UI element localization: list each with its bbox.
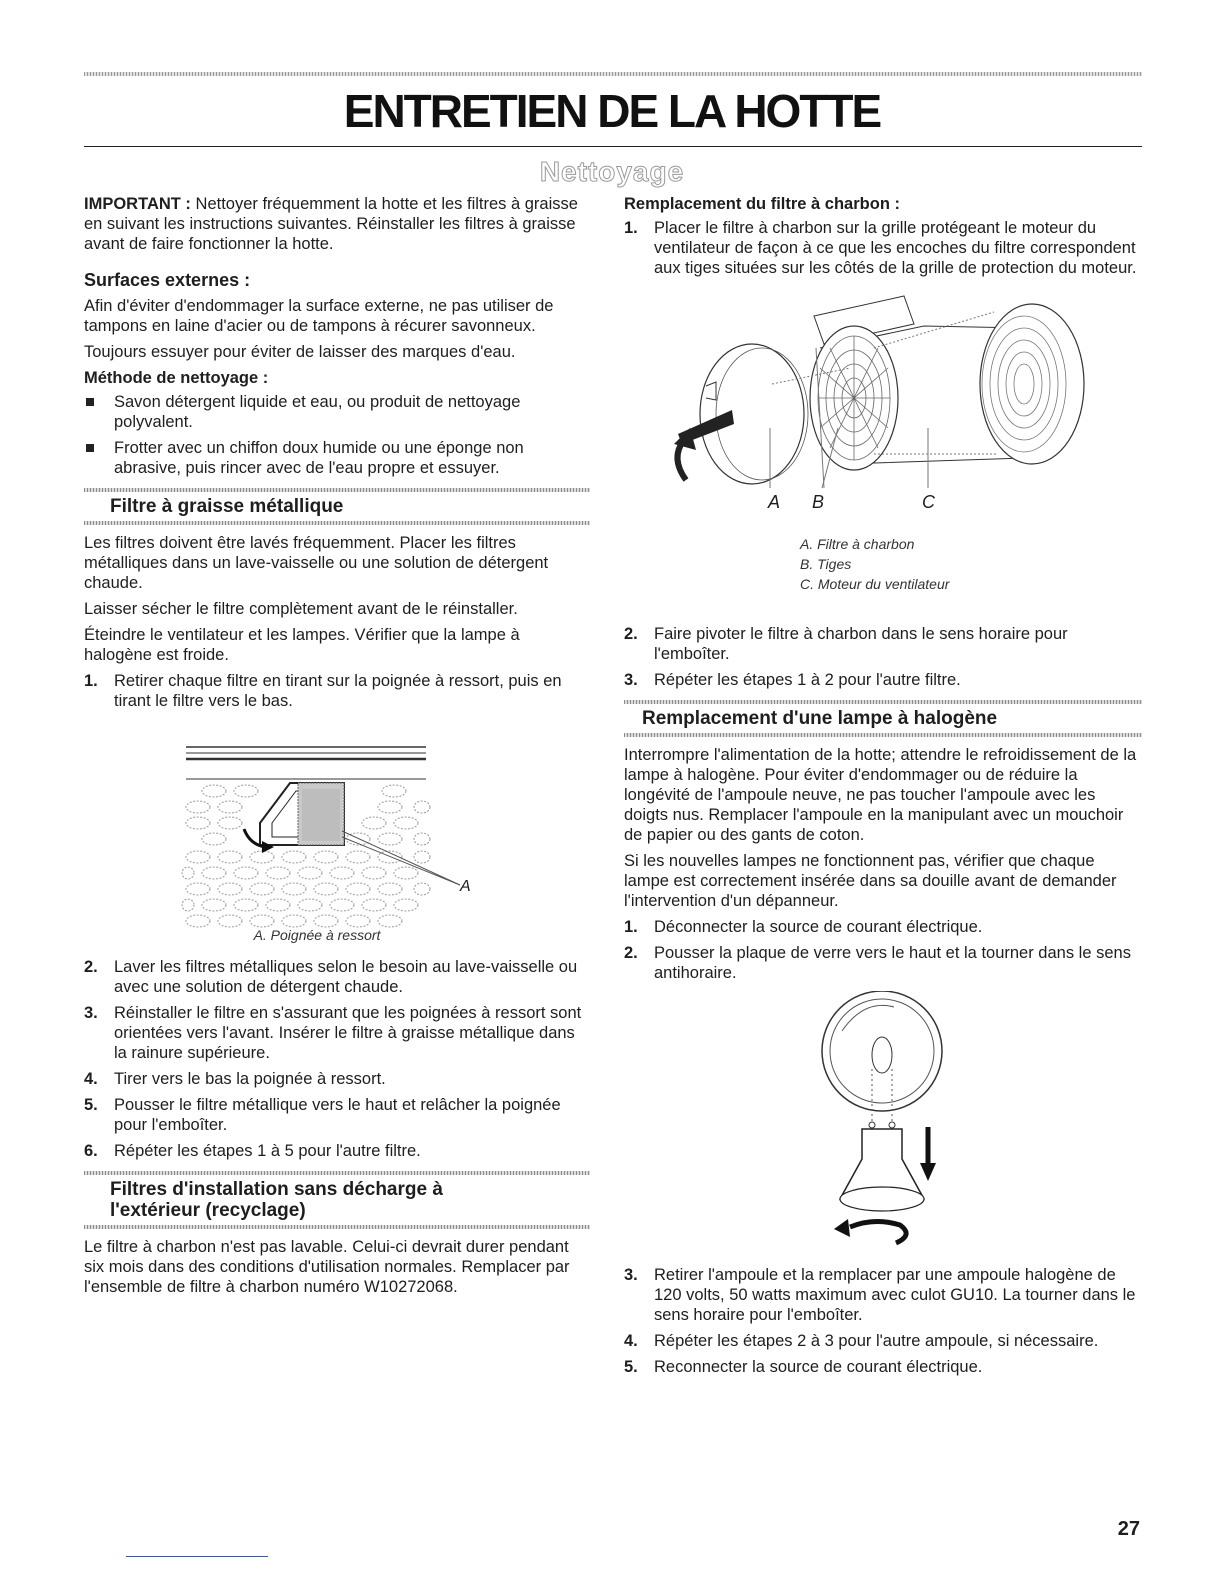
section-subtitle: Nettoyage [539,156,685,187]
section-rule-top [84,488,590,492]
step-number: 5. [624,1358,638,1376]
methode-heading: Méthode de nettoyage : [84,369,269,387]
step-item [84,1095,590,1135]
caption-c: C. Moteur du ventilateur [800,576,950,592]
step-item [624,1265,1142,1325]
step-number: 2. [84,958,98,976]
step-number: 5. [84,1096,98,1114]
charcoal-filter-figure [624,288,1142,624]
lampe-section-header [624,700,1142,735]
step-text: Répéter les étapes 2 à 3 pour l'autre ampoule, si nécessaire. [654,1332,1099,1350]
step-text: Placer le filtre à charbon sur la grille protégeant le moteur du ventilateur de façon à ce que les encoches du filtre correspondent aux tiges situées sur les côtés de la grille de protection du moteur. [654,219,1137,277]
lampe-heading: Remplacement d'une lampe à halogène [642,708,998,729]
figure-label-a: A [768,492,781,512]
figure-label-a: A [460,878,471,895]
step-text: Répéter les étapes 1 à 2 pour l'autre filtre. [654,671,961,689]
caption-a: A. Filtre à charbon [800,536,915,552]
charbon-steps-list [624,624,1142,690]
step-text: Déconnecter la source de courant électrique. [654,918,983,936]
bullet-square-icon [86,398,94,406]
lampe-paragraph-2: Si les nouvelles lampes ne fonctionnent pas, vérifier que chaque lampe est correctement insérée dans sa douille avant de demander l'intervention d'un dépanneur. [624,852,1117,910]
lampe-paragraph-1: Interrompre l'alimentation de la hotte; attendre le refroidissement de la lampe à halogène. Pour éviter d'endommager ou de réduire la longévité de l'ampoule neuve, ne pas toucher l'ampoule avec les doigts nus. Remplacer l'ampoule en la manipulant avec un mouchoir de papier ou des gants de coton. [624,746,1137,844]
filtre-paragraph-3: Éteindre le ventilateur et les lampes. Vérifier que la lampe à halogène est froide. [84,626,520,664]
step-text: Retirer l'ampoule et la remplacer par une ampoule halogène de 120 volts, 50 watts maximum avec culot GU10. La tourner dans le sens horaire pour l'emboîter. [654,1266,1136,1324]
step-text: Reconnecter la source de courant électrique. [654,1358,983,1376]
step-number: 3. [624,1266,638,1284]
caption-b: B. Tiges [800,556,852,572]
step-number: 4. [624,1332,638,1350]
bullet-text: Frotter avec un chiffon doux humide ou une éponge non abrasive, puis rincer avec de l'eau propre et essuyer. [114,439,524,477]
bullet-item [84,392,590,432]
important-text: Nettoyer fréquemment la hotte et les filtres à graisse en suivant les instructions suivantes. Réinstaller les filtres à graisse avant de faire fonctionner la hotte. [84,195,578,253]
step-text: Laver les filtres métalliques selon le besoin au lave-vaisselle ou avec une solution de détergent chaude. [114,958,578,996]
filtre-heading: Filtre à graisse métallique [110,496,344,517]
step-item [624,943,1142,983]
page-title: ENTRETIEN DE LA HOTTE [343,85,881,137]
step-text: Retirer chaque filtre en tirant sur la poignée à ressort, puis en tirant le filtre vers le bas. [114,672,562,710]
filtre-paragraph-2: Laisser sécher le filtre complètement avant de le réinstaller. [84,600,518,618]
filtre-step-1-list [84,671,590,711]
step-item [624,218,1142,278]
step-item [84,957,590,997]
grease-filter-illustration [84,719,590,945]
figure-captions [800,534,949,594]
right-column [624,194,1142,1383]
left-column [84,194,590,1303]
charbon-heading: Remplacement du filtre à charbon : [624,195,900,213]
bullet-item [84,438,590,478]
step-text: Faire pivoter le filtre à charbon dans le sens horaire pour l'emboîter. [654,625,1068,663]
step-item [624,1357,1142,1377]
step-number: 2. [624,944,638,962]
step-text: Réinstaller le filtre en s'assurant que les poignées à ressort sont orientées vers l'avant. Insérer le filtre à graisse métallique dans la rainure supérieure. [114,1004,582,1062]
surfaces-heading: Surfaces externes : [84,270,251,290]
step-number: 2. [624,625,638,643]
bullet-text: Savon détergent liquide et eau, ou produit de nettoyage polyvalent. [114,393,521,431]
step-item [624,917,1142,937]
step-text: Pousser la plaque de verre vers le haut et la tourner dans le sens antihoraire. [654,944,1131,982]
step-item [624,624,1142,664]
important-paragraph [84,194,590,254]
section-rule-bottom [624,733,1142,737]
step-number: 1. [84,672,98,690]
section-rule-top [624,700,1142,704]
step-number: 1. [624,219,638,237]
important-label: IMPORTANT : [84,195,191,213]
step-text: Pousser le filtre métallique vers le haut et relâcher la poignée pour l'emboîter. [114,1096,561,1134]
title-rule [84,146,1142,147]
section-rule-bottom [84,1225,590,1229]
halogen-lamp-figure [624,991,1142,1253]
step-number: 3. [624,671,638,689]
footer-line [126,1556,268,1557]
charcoal-filter-illustration [624,288,1142,548]
figure-label-c: C [922,492,935,512]
figure-caption: A. Poignée à ressort [253,927,381,943]
recyclage-paragraph: Le filtre à charbon n'est pas lavable. Celui-ci devrait durer pendant six mois dans des conditions d'utilisation normales. Remplacer par l'ensemble de filtre à charbon numéro W10272068. [84,1238,570,1296]
surfaces-paragraph-2: Toujours essuyer pour éviter de laisser des marques d'eau. [84,343,516,361]
top-dotted-rule [84,72,1142,76]
methode-bullets [84,392,590,478]
filtre-steps-list [84,957,590,1161]
bullet-square-icon [86,444,94,452]
step-item [84,671,590,711]
step-item [84,1069,590,1089]
recyclage-heading: Filtres d'installation sans décharge à l'extérieur (recyclage) [110,1179,443,1221]
section-rule-bottom [84,521,590,525]
lampe-steps-a [624,917,1142,983]
surfaces-paragraph-1: Afin d'éviter d'endommager la surface externe, ne pas utiliser de tampons en laine d'acier ou de tampons à récurer savonneux. [84,297,554,335]
step-item [624,670,1142,690]
charbon-step-1-list [624,218,1142,278]
step-text: Tirer vers le bas la poignée à ressort. [114,1070,386,1088]
step-number: 3. [84,1004,98,1022]
section-rule-top [84,1171,590,1175]
recyclage-section-header [84,1171,590,1227]
step-number: 6. [84,1142,98,1160]
step-number: 4. [84,1070,98,1088]
step-number: 1. [624,918,638,936]
page-number: 27 [1117,1518,1140,1540]
step-item [84,1141,590,1161]
filtre-paragraph-1: Les filtres doivent être lavés fréquemment. Placer les filtres métalliques dans un lave-vaisselle ou une solution de détergent chaude. [84,534,549,592]
step-item [84,1003,590,1063]
halogen-lamp-illustration [624,991,1142,1253]
grease-filter-figure [84,719,590,945]
step-item [624,1331,1142,1351]
figure-label-b: B [812,492,825,512]
lampe-steps-b [624,1265,1142,1377]
step-text: Répéter les étapes 1 à 5 pour l'autre filtre. [114,1142,421,1160]
filtre-section-header [84,488,590,523]
